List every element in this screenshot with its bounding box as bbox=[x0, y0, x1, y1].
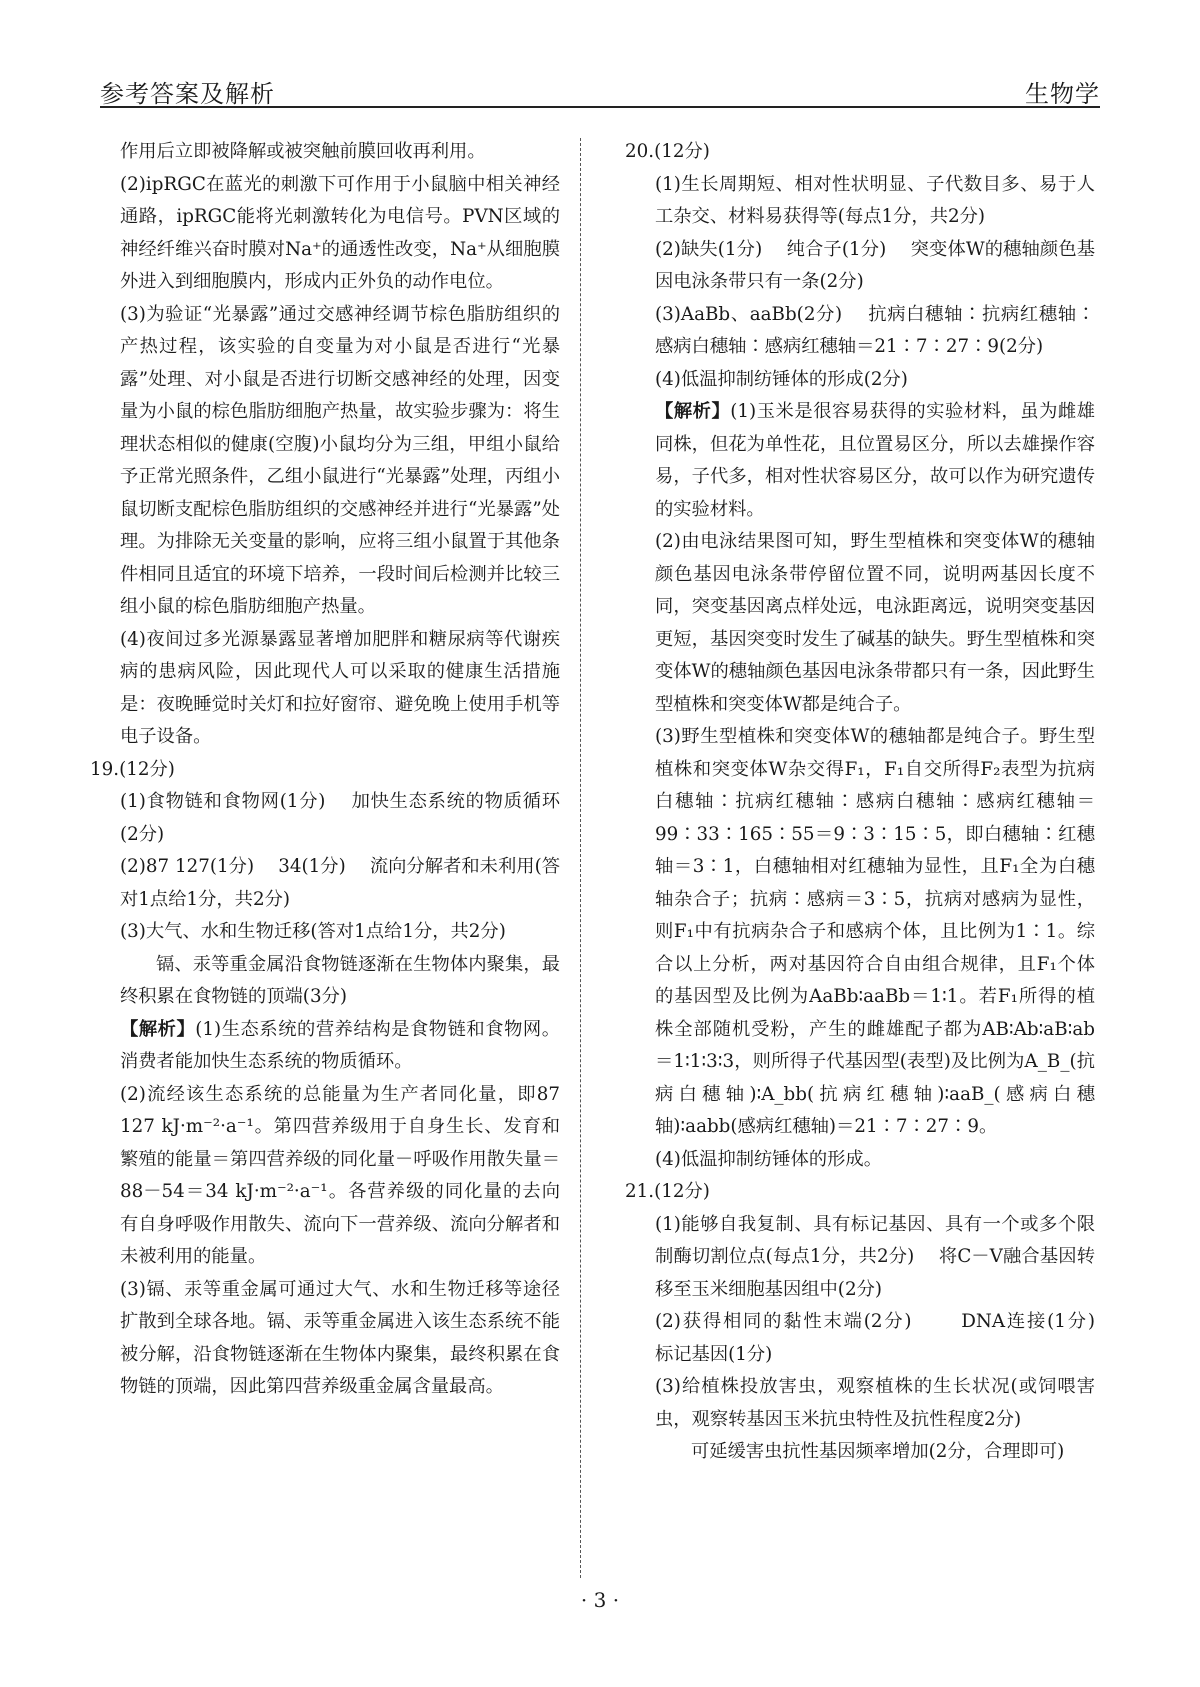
answer-paragraph: (2)缺失(1分) 纯合子(1分) 突变体W的穗轴颜色基因电泳条带只有一条(2分) bbox=[655, 238, 1095, 292]
analysis-tag: 【解析】 bbox=[655, 401, 731, 422]
answer-paragraph: (2)流经该生态系统的总能量为生产者同化量，即87 127 kJ·m⁻²·a⁻¹。第四营养级用于自身生长、发育和繁殖的能量＝第四营养级的同化量－呼吸作用散失量＝88－54＝34 kJ·m⁻²·a⁻¹。各营养级的同化量的去向有自身呼吸作用散失、流向下一营养级、流向分解者和未被利用的能量。 bbox=[120, 1083, 560, 1267]
right-column bbox=[625, 136, 1120, 1469]
analysis-paragraph bbox=[625, 396, 1095, 526]
analysis-text: (1)玉米是很容易获得的实验材料，虽为雌雄同株，但花为单性花，且位置易区分，所以去雄操作容易，子代多，相对性状容易区分，故可以作为研究遗传的实验材料。 bbox=[655, 401, 1095, 520]
answer-paragraph: (3)给植株投放害虫，观察植株的生长状况(或饲喂害虫，观察转基因玉米抗虫特性及抗性程度2分) bbox=[655, 1376, 1095, 1430]
answer-paragraph: (4)低温抑制纺锤体的形成(2分) bbox=[655, 368, 908, 390]
answer-paragraph: (1)能够自我复制、具有标记基因、具有一个或多个限制酶切割位点(每点1分，共2分) 将C－V融合基因转移至玉米细胞基因组中(2分) bbox=[655, 1213, 1095, 1300]
answer-paragraph: (3)大气、水和生物迁移(答对1点给1分，共2分) bbox=[120, 921, 506, 942]
analysis-paragraph bbox=[90, 1014, 560, 1079]
header-title: 参考答案及解析 bbox=[100, 80, 275, 108]
answer-paragraph: (3)野生型植株和突变体W的穗轴都是纯合子。野生型植株和突变体W杂交得F₁，F₁自交所得F₂表型为抗病白穗轴∶抗病红穗轴∶感病白穗轴∶感病红穗轴＝99∶33∶165∶55＝9∶3∶15∶5，即白穗轴∶红穗轴＝3∶1，白穗轴相对红穗轴为显性，且F₁全为白穗轴杂合子；抗病∶感病＝3∶5，抗病对感病为显性，则F₁中有抗病杂合子和感病个体，且比例为1∶1。综合以上分析，两对基因符合自由组合规律，且F₁个体的基因型及比例为AaBb∶aaBb＝1∶1。若F₁所得的植株全部随机受粉，产生的雌雄配子都为AB∶Ab∶aB∶ab＝1∶1∶3∶3，则所得子代基因型(表型)及比例为A_B_(抗病白穗轴)∶A_bb(抗病红穗轴)∶aaB_(感病白穗轴)∶aabb(感病红穗轴)＝21∶7∶27∶9。 bbox=[655, 726, 1095, 1137]
question-number: 21.(12分) bbox=[625, 1181, 710, 1202]
answer-paragraph: (4)低温抑制纺锤体的形成。 bbox=[655, 1148, 882, 1170]
analysis-text: (1)生态系统的营养结构是食物链和食物网。消费者能加快生态系统的物质循环。 bbox=[120, 1018, 560, 1072]
question-number: 19.(12分) bbox=[90, 758, 175, 780]
answer-paragraph: 作用后立即被降解或被突触前膜回收再利用。 bbox=[120, 141, 486, 162]
header-subject: 生物学 bbox=[1025, 80, 1100, 108]
analysis-tag: 【解析】 bbox=[120, 1018, 196, 1040]
answer-paragraph: (2)87 127(1分) 34(1分) 流向分解者和未利用(答对1点给1分，共2分) bbox=[120, 856, 560, 910]
answer-paragraph: (1)生长周期短、相对性状明显、子代数目多、易于人工杂交、材料易获得等(每点1分，共2分) bbox=[655, 173, 1095, 227]
question-number: 20.(12分) bbox=[625, 141, 710, 162]
answer-paragraph: 镉、汞等重金属沿食物链逐渐在生物体内聚集，最终积累在食物链的顶端(3分) bbox=[120, 953, 560, 1007]
answer-paragraph: 可延缓害虫抗性基因频率增加(2分，合理即可) bbox=[691, 1441, 1065, 1462]
answer-paragraph: (2)ipRGC在蓝光的刺激下可作用于小鼠脑中相关神经通路，ipRGC能将光刺激转化为电信号。PVN区域的神经纤维兴奋时膜对Na⁺的通透性改变，Na⁺从细胞膜外进入到细胞膜内，形成内正外负的动作电位。 bbox=[120, 173, 560, 292]
answer-paragraph: (2)由电泳结果图可知，野生型植株和突变体W的穗轴颜色基因电泳条带停留位置不同，说明两基因长度不同，突变基因离点样处远，电泳距离远，说明突变基因更短，基因突变时发生了碱基的缺失。野生型植株和突变体W的穗轴颜色基因电泳条带都只有一条，因此野生型植株和突变体W都是纯合子。 bbox=[655, 531, 1095, 715]
answer-paragraph: (3)为验证“光暴露”通过交感神经调节棕色脂肪组织的产热过程，该实验的自变量为对小鼠是否进行“光暴露”处理、对小鼠是否进行切断交感神经的处理，因变量为小鼠的棕色脂肪细胞产热量，故实验步骤为：将生理状态相似的健康(空腹)小鼠均分为三组，甲组小鼠给予正常光照条件，乙组小鼠进行“光暴露”处理，丙组小鼠切断支配棕色脂肪组织的交感神经并进行“光暴露”处理。为排除无关变量的影响，应将三组小鼠置于其他条件相同且适宜的环境下培养，一段时间后检测并比较三组小鼠的棕色脂肪细胞产热量。 bbox=[120, 303, 560, 617]
page-number: · 3 · bbox=[580, 1588, 620, 1612]
answer-paragraph: (3)镉、汞等重金属可通过大气、水和生物迁移等途径扩散到全球各地。镉、汞等重金属进入该生态系统不能被分解，沿食物链逐渐在生物体内聚集，最终积累在食物链的顶端，因此第四营养级重金属含量最高。 bbox=[120, 1278, 560, 1397]
left-column bbox=[90, 136, 560, 1404]
answer-paragraph: (4)夜间过多光源暴露显著增加肥胖和糖尿病等代谢疾病的患病风险，因此现代人可以采取的健康生活措施是：夜晚睡觉时关灯和拉好窗帘、避免晚上使用手机等电子设备。 bbox=[120, 628, 560, 747]
column-divider bbox=[580, 138, 581, 1578]
answer-paragraph: (2)获得相同的黏性末端(2分) DNA连接(1分) 标记基因(1分) bbox=[655, 1311, 1120, 1365]
answer-paragraph: (1)食物链和食物网(1分) 加快生态系统的物质循环(2分) bbox=[120, 791, 560, 845]
page-header bbox=[100, 60, 1100, 108]
answer-paragraph: (3)AaBb、aaBb(2分) 抗病白穗轴∶抗病红穗轴∶感病白穗轴∶感病红穗轴＝21∶7∶27∶9(2分) bbox=[655, 303, 1095, 357]
